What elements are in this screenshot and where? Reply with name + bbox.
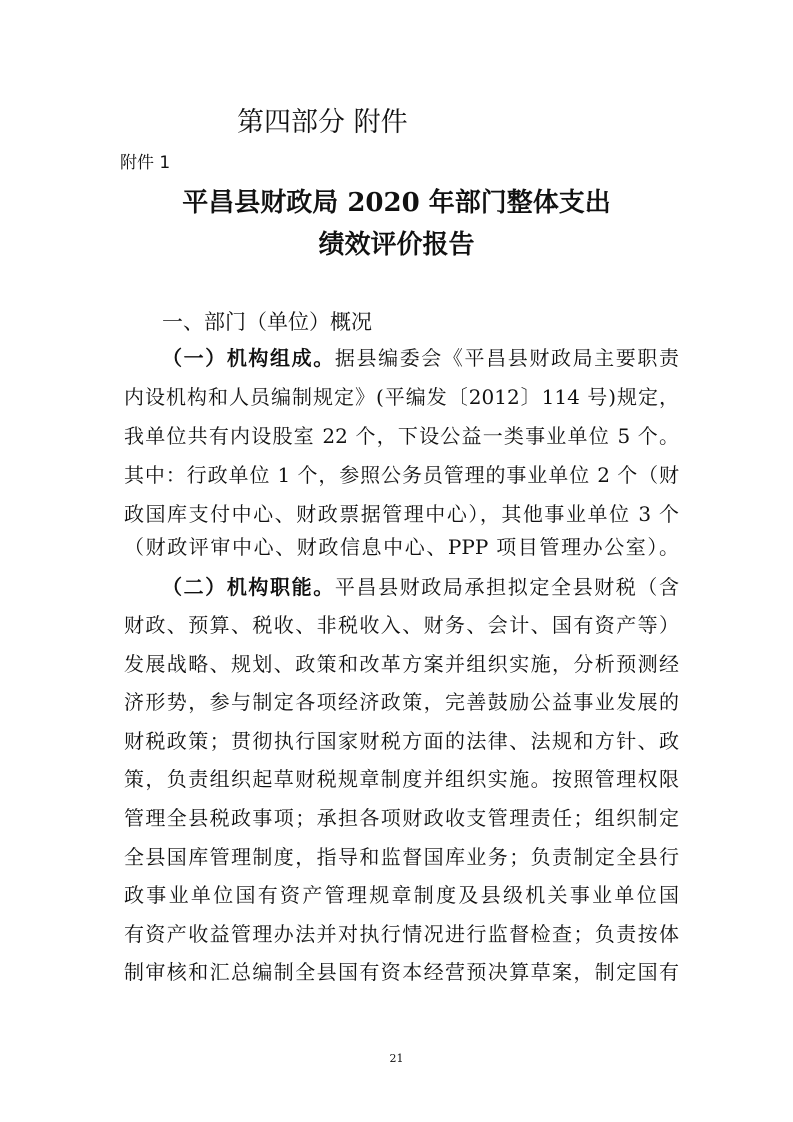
paragraph-line: 管理全县税政事项；承担各项财政收支管理责任；组织制定 bbox=[124, 806, 679, 830]
part-heading: 第四部分 附件 bbox=[237, 107, 408, 138]
paragraph-line: 财政、预算、税收、非税收入、财务、会计、国有资产等） bbox=[124, 613, 679, 637]
paragraph-line: 内设机构和人员编制规定》(平编发〔2012〕114 号)规定， bbox=[124, 385, 679, 409]
paragraph-line: （一）机构组成。据县编委会《平昌县财政局主要职责 bbox=[162, 346, 680, 370]
paragraph-line: 财税政策；贯彻执行国家财税方面的法律、法规和方针、政 bbox=[124, 729, 679, 753]
report-title-line-2: 绩效评价报告 bbox=[318, 230, 475, 260]
paragraph-line: 政事业单位国有资产管理规章制度及县级机关事业单位国 bbox=[124, 883, 679, 907]
paragraph-line: 策，负责组织起草财税规章制度并组织实施。按照管理权限 bbox=[124, 767, 679, 791]
page-number: 21 bbox=[389, 1052, 404, 1065]
paragraph-line: 我单位共有内设股室 22 个，下设公益一类事业单位 5 个。 bbox=[124, 424, 679, 448]
report-title-line-1: 平昌县财政局 2020 年部门整体支出 bbox=[182, 188, 611, 218]
paragraph-line: 发展战略、规划、政策和改革方案并组织实施，分析预测经 bbox=[124, 652, 679, 676]
paragraph-line: 全县国库管理制度，指导和监督国库业务；负责制定全县行 bbox=[124, 845, 679, 869]
paragraph-line: 制审核和汇总编制全县国有资本经营预决算草案，制定国有 bbox=[124, 960, 679, 984]
paragraph-line: 济形势，参与制定各项经济政策，完善鼓励公益事业发展的 bbox=[124, 690, 679, 714]
section-heading: 一、部门（单位）概况 bbox=[162, 310, 372, 334]
paragraph-line: （二）机构职能。平昌县财政局承担拟定全县财税（含 bbox=[162, 575, 680, 599]
paragraph-line: （财政评审中心、财政信息中心、PPP 项目管理办公室）。 bbox=[124, 535, 679, 559]
paragraph-lead: （二）机构职能。 bbox=[162, 575, 335, 599]
attachment-label: 附件 1 bbox=[120, 153, 171, 173]
paragraph-lead: （一）机构组成。 bbox=[162, 346, 335, 370]
paragraph-line: 政国库支付中心、财政票据管理中心），其他事业单位 3 个 bbox=[124, 502, 679, 526]
paragraph-line: 有资产收益管理办法并对执行情况进行监督检查；负责按体 bbox=[124, 922, 679, 946]
paragraph-line: 其中：行政单位 1 个，参照公务员管理的事业单位 2 个（财 bbox=[124, 463, 679, 487]
